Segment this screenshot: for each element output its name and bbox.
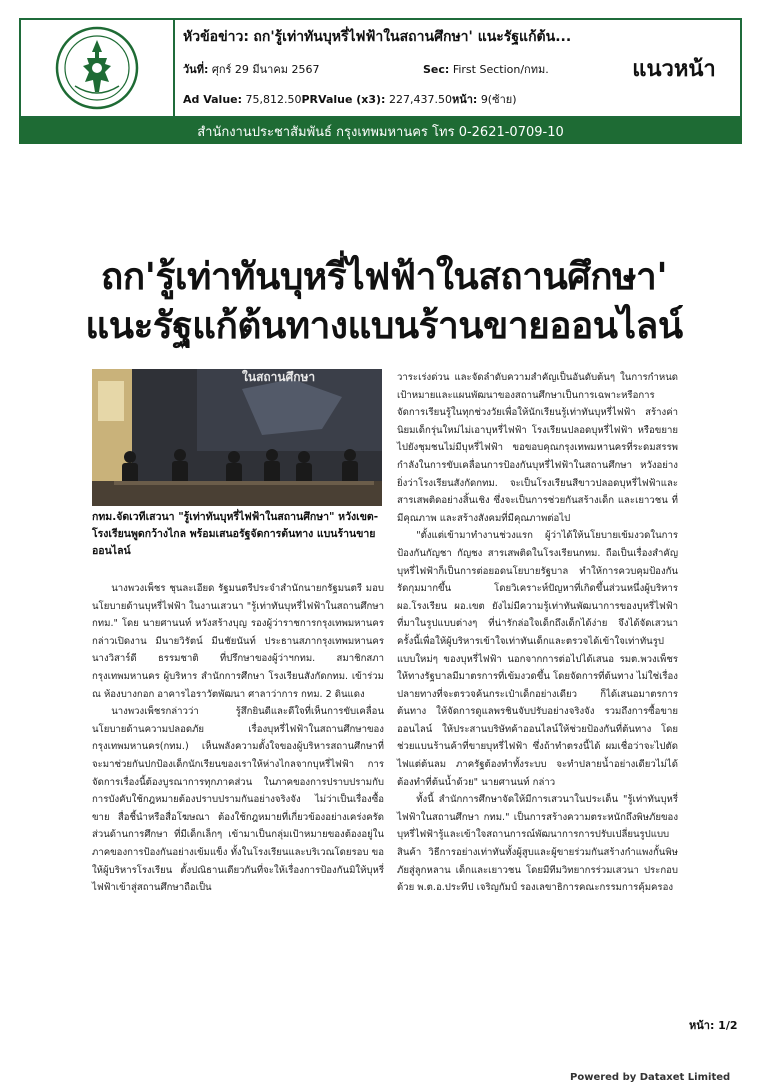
headline-text: ถก'รู้เท่าทันบุหรี่ไฟฟ้าในสถานศึกษา' แนะรัฐแก้ต้น... [253,29,572,45]
left-paragraph-1: นางพวงเพ็ชร ชุนละเอียด รัฐมนตรีประจำสำนักนายกรัฐมนตรี มอบนโยบายด้านบุหรี่ไฟฟ้า ในงานเสวนา "รู้เท่าทันบุหรี่ไฟฟ้าในสถานศึกษา กทม." โดย นายศานนท์ หวังสร้างบุญ รองผู้ว่าราชการกรุงเทพมหานคร กล่าวเปิดงาน มีนายวิรัตน์ มีนชัยนันท์ ประธานสภากรุงเทพมหานคร นางวิสาร์ดี ธรรมชาติ ที่ปรึกษาของผู้ว่าฯกทม. สมาชิกสภากรุงเทพมหานคร ผู้บริหาร สำนักการศึกษา โรงเรียนสังกัดกทม. เข้าร่วม ณ ห้องบางกอก อาคารไอราวัตพัฒนา ศาลาว่าการ กทม. 2 ดินแดง [92,583,384,700]
article-column-right [397,369,678,897]
clipping-info [175,20,608,116]
publication-cell [608,20,740,116]
right-paragraph-3: ทั้งนี้ สำนักการศึกษาจัดให้มีการเสวนาในประเด็น "รู้เท่าทันบุหรี่ไฟฟ้าในสถานศึกษา กทม." เป็นการสร้างความตระหนักถึงพิษภัยของบุหรี่ไฟฟ้ารู้และเข้าใจสถานการณ์พัฒนาการการปรับเปลี่ยนรูปแบบสินค้า วิธีการอย่างเท่าทันทั้งผู้สูบและผู้ขายร่วมกันสร้างกำแพงกั้นพิษภัยสู่ลูกหลาน เด็กและเยาวชน โดยมีทีมวิทยากรร่วมเสวนา ประกอบด้วย พ.ต.อ.ประทีป เจริญกัมป์ รองเลขาธิการคณะกรรมการคุ้มครอง [397,794,678,894]
date-row [183,60,319,78]
left-paragraph-2: นางพวงเพ็ชรกล่าวว่า รู้สึกยินดีและดีใจที่เห็นการขับเคลื่อนนโยบายด้านความปลอดภัย เรื่องบุหรี่ไฟฟ้าในสถานศึกษาของกรุงเทพมหานคร(กทม.) เห็นพลังความตั้งใจของผู้บริหารสถานศึกษาที่จะมาช่วยกันปกป้องเด็กนักเรียนของเราให้ห่างไกลจากบุหรี่ไฟฟ้า การจัดการเรื่องนี้ต้องบูรณาการทุกภาคส่วน ในภาคของการปราบปรามกับการบังคับใช้กฎหมายต้องปราบปรามกันอย่างจริงจัง ไม่ว่าเป็นเรื่องซื้อ ขาย สื่อชี้นำหรือสื่อโฆษณา ต้องใช้กฎหมายที่เกี่ยวข้องอย่างเคร่งครัด ส่วนด้านการศึกษา ที่มีเด็กเล็กๆ เข้ามาเป็นกลุ่มเป้าหมายของต้องอยู่ในภาคของการป้องกันอย่างเข้มแข็ง ทั้งในโรงเรียนและบริเวณโดยรอบ ขอให้ผู้บริหารโรงเรียน ตั้งปณิธานเดียวกันที่จะให้เรื่องการป้องกันมิให้บุหรี่ไฟฟ้าเข้าสู่สถานศึกษาถือเป็น [92,706,384,894]
pr-value: 227,437.50 [388,93,452,106]
ad-value: 75,812.50 [245,93,302,106]
sec-label: Sec: [423,63,450,76]
sec-value: First Section/กทม. [452,63,549,76]
right-paragraph-1: วาระเร่งด่วน และจัดลำดับความสำคัญเป็นอันดับต้นๆ ในการกำหนดเป้าหมายและแผนพัฒนาของสถานศึกษาเป็นการเฉพาะหรือการจัดการเรียนรู้ในทุกช่วงวัยเพื่อให้นักเรียนรู้เท่าทันบุหรี่ไฟฟ้า สร้างค่านิยมเด็กรุ่นใหม่ไม่เอาบุหรี่ไฟฟ้า โรงเรียนปลอดบุหรี่ไฟฟ้า หรือขยายไปยังชุมชนไม่มีบุหรี่ไฟฟ้า ขอขอบคุณกรุงเทพมหานครที่ระดมสรรพกำลังในการขับเคลื่อนการป้องกันบุหรี่ไฟฟ้าในสถานศึกษา หวังอย่างยิ่งว่าโรงเรียนสังกัดกทม. จะเป็นโรงเรียนสีขาวปลอดบุหรี่ไฟฟ้าและสารเสพติดอย่างสิ้นเชิง ซึ่งจะเป็นการช่วยกันสร้างเด็ก และเยาวชน ที่มีคุณภาพ และสร้างสังคมที่มีคุณภาพต่อไป [397,372,678,524]
publication-name: แนวหน้า [632,56,716,82]
headline-label: หัวข้อข่าว: [183,29,249,45]
clipping-header [19,18,742,118]
pr-value-label: PRValue (x3): [301,93,386,106]
ad-value-label: Ad Value: [183,93,243,106]
right-paragraph-2: "ตั้งแต่เข้ามาทำงานช่วงแรก ผู้ว่าได้ให้นโยบายเข้มงวดในการป้องกันกัญชา กัญชง สารเสพติดในโรงเรียนกทม. ถือเป็นเรื่องสำคัญ บุหรี่ไฟฟ้าก็เป็นการต่อยอดนโยบายรัฐบาล ทำให้การควบคุมป้องกันรัดกุมมากขึ้น โดยวิเคราะห์ปัญหาที่เกิดขึ้นส่วนหนึ่งผู้บริหาร ผอ.โรงเรียน ผอ.เขต ยังไม่มีความรู้เท่าทันพัฒนาการของบุหรี่ไฟฟ้าที่มาในรูปแบบต่างๆ ที่น่ารักล่อใจเด็กถึงเด็กได้ง่าย จึงได้จัดเสวนาครั้งนี้เพื่อให้ผู้บริหารเข้าใจเท่าทันเด็กและตรวจได้เข้าใจเท่าทันรูปแบบใหม่ๆ ของบุหรี่ไฟฟ้า นอกจากการต่อไปได้เสนอ รมต.พวงเพ็ชร ให้ทางรัฐบาลมีมาตรการที่เข้มงวดขึ้น โดยจัดการที่ต้นทาง ไม่ใช่เรื่องปลายทางที่จะตรวจค้นกระเป๋าเด็กอย่างเดียว ก็ได้เสนอมาตรการต้นทาง ให้จัดการดูแลพรชินจับปรับอย่างจริงจัง รวมถึงการซื้อขายออนไลน์ ให้ประสานบริษัทค้าออนไลน์ให้ช่วยป้องกันที่ต้นทาง โดยช่วยแบนร้านค้าที่ขายบุหรี่ไฟฟ้า ซึ่งถ้าทำตรงนี้ได้ ผมเชื่อว่าจะไปตัดไฟแต่ต้นลม ภาครัฐต้องทำทั้งระบบ จะทำปลายน้ำอย่างเดียวไม่ได้ต้องทำที่ต้นน้ำด้วย" นายศานนท์ กล่าว [397,530,678,788]
page-indicator: หน้า: 1/2 [689,1019,738,1032]
article-column-left [92,580,384,897]
panel-discussion-photo [92,369,382,506]
page-label: หน้า: [451,93,478,106]
agency-contact-bar: สำนักงานประชาสัมพันธ์ กรุงเทพมหานคร โทร 0-2621-0709-10 [19,118,742,144]
headline-row [183,26,603,48]
value-row [183,90,516,108]
logo-cell [21,20,175,116]
bangkok-metropolitan-seal-icon [55,26,139,110]
section-row [423,60,549,78]
date-value: ศุกร์ 29 มีนาคม 2567 [211,63,320,76]
article-title-line-2: แนะรัฐแก้ต้นทางแบนร้านขายออนไลน์ [85,304,683,347]
page-value: 9(ซ้าย) [480,93,517,106]
article-title-line-1: ถก'รู้เท่าทันบุหรี่ไฟฟ้าในสถานศึกษา' [100,255,668,298]
powered-by-footer: Powered by Dataxet Limited [570,1072,731,1083]
date-label: วันที่: [183,63,209,76]
article-photo [92,369,382,506]
photo-caption: กทม.จัดเวทีเสวนา "รู้เท่าทันบุหรี่ไฟฟ้าในสถานศึกษา" หวังเขต-โรงเรียนพูดกว้างไกล พร้อมเสนอรัฐจัดการต้นทาง แบนร้านขายออนไลน์ [92,511,379,557]
photo-banner-text: ในสถานศึกษา [242,370,316,384]
